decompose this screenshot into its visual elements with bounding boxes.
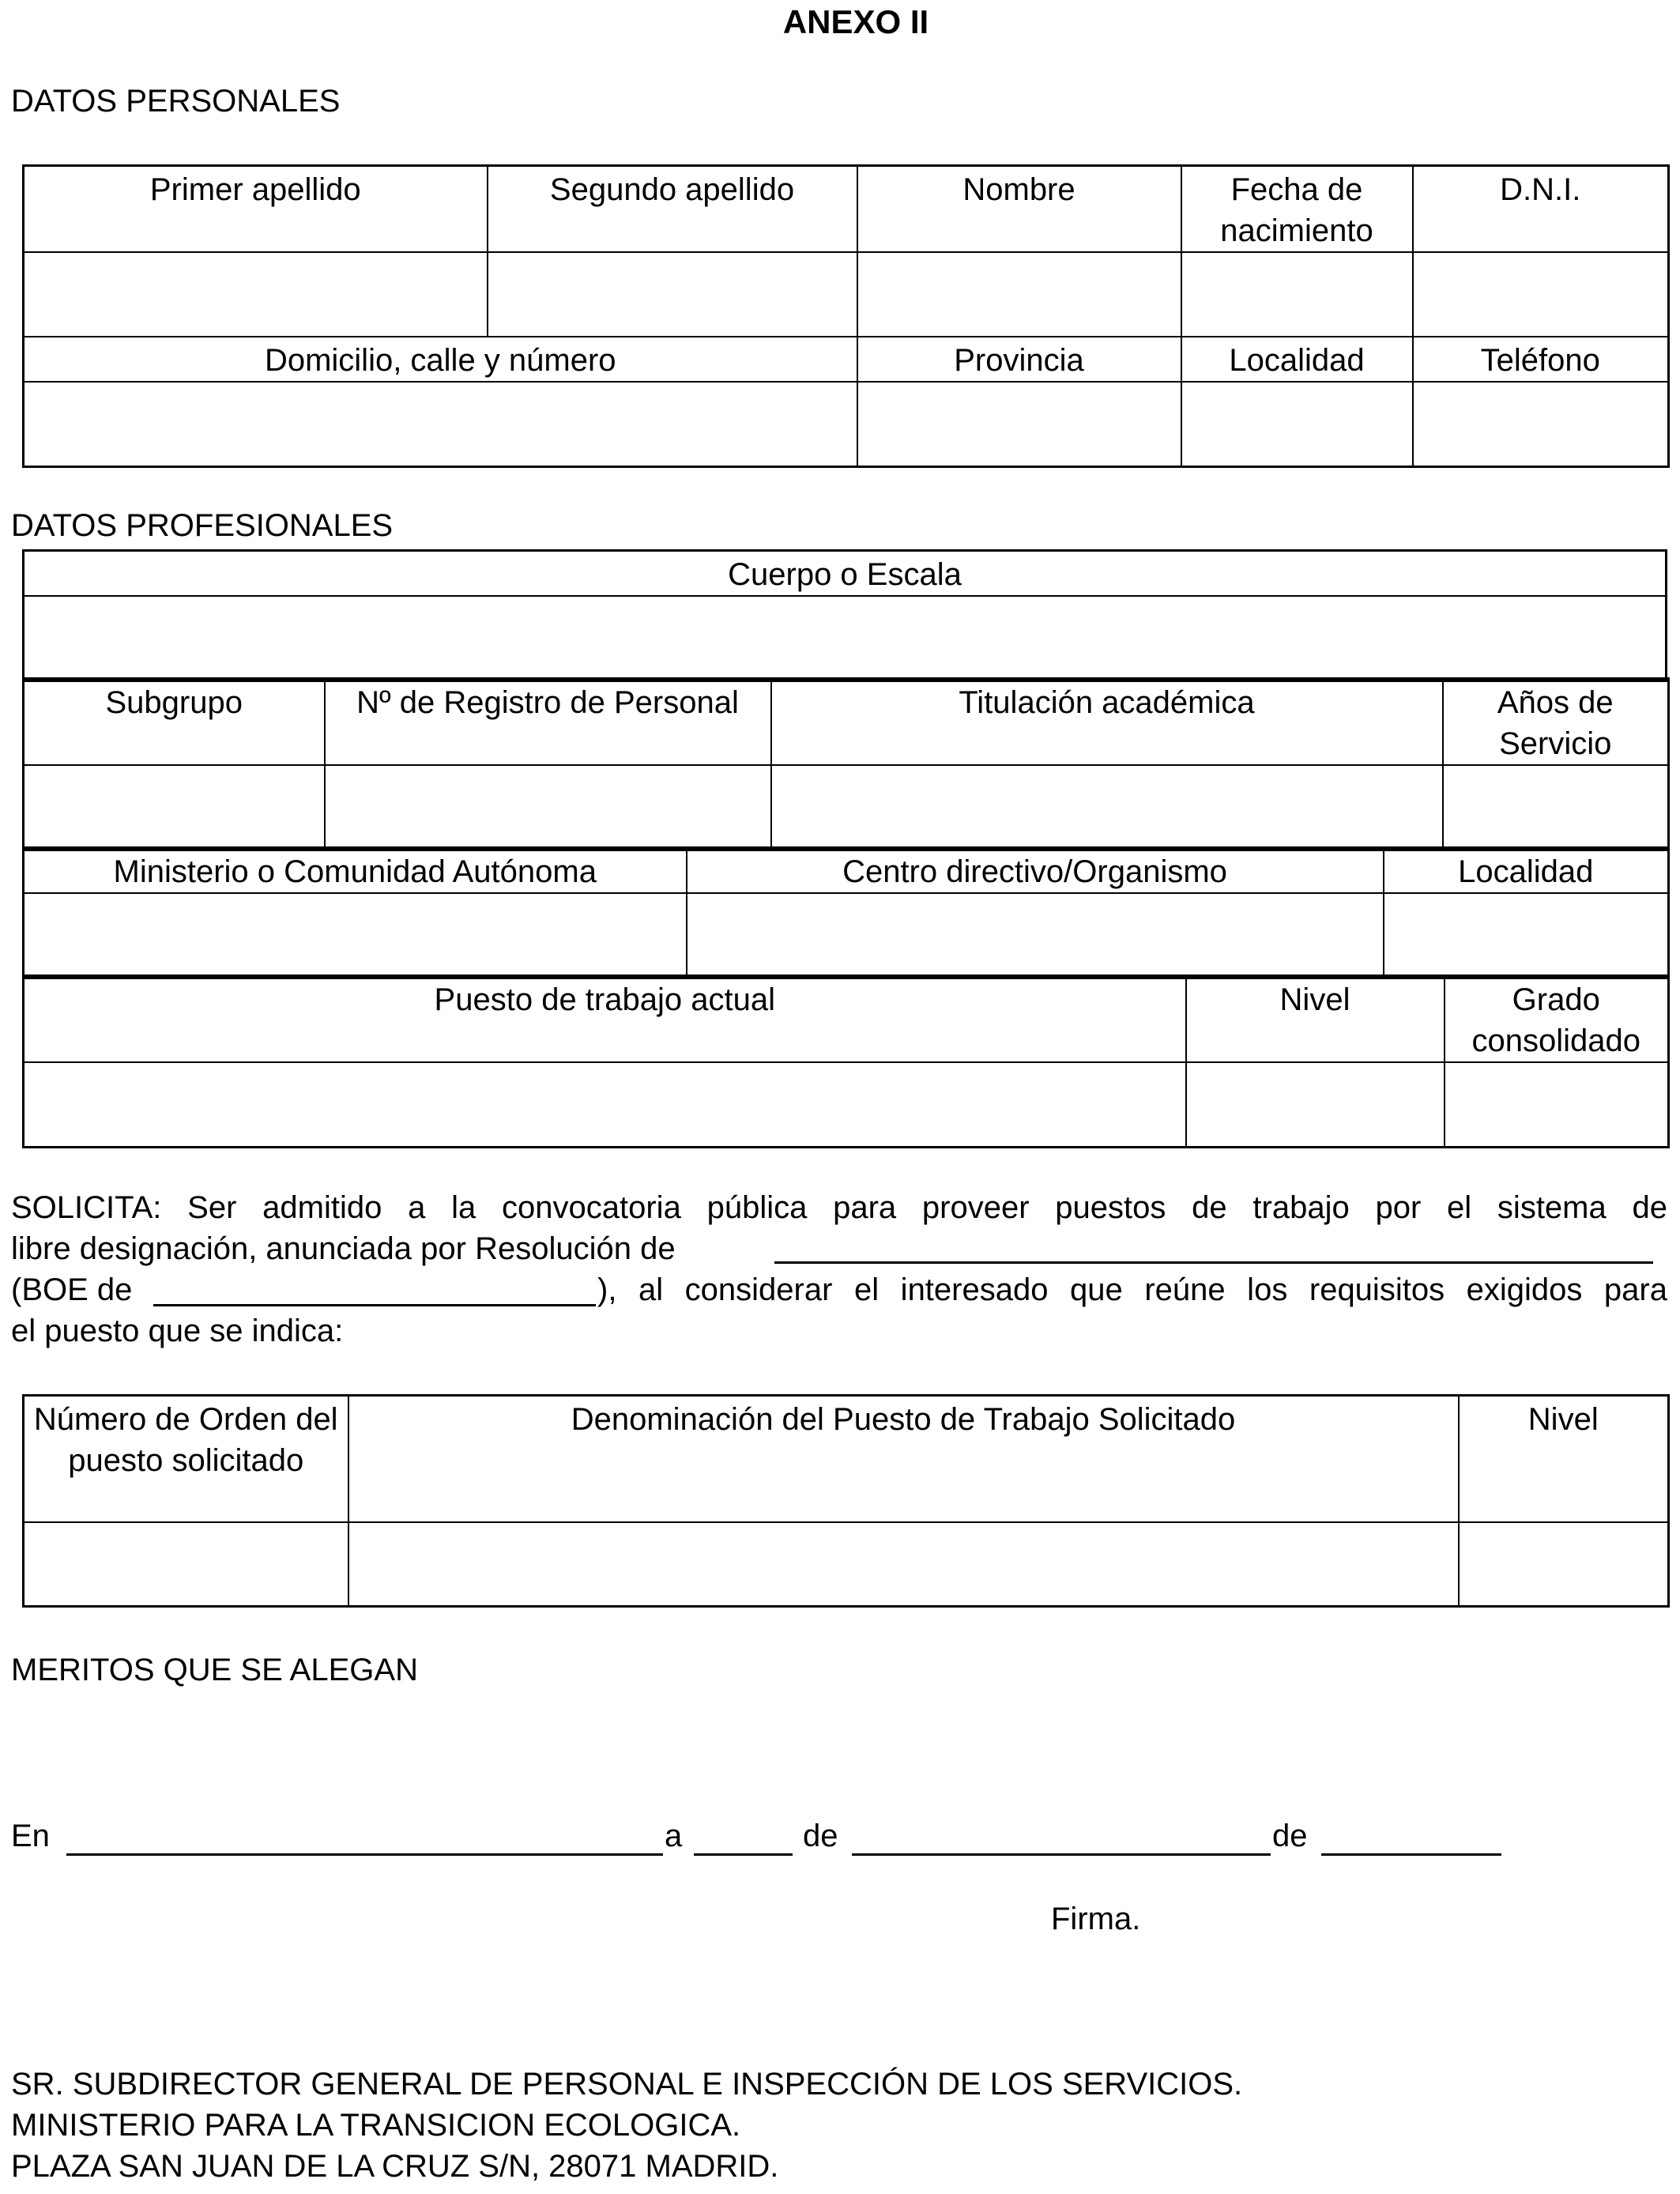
header-titulacion: Titulación académica <box>771 679 1443 766</box>
header-numero-orden: Número de Orden del puesto solicitado <box>24 1396 348 1522</box>
solicita-line-2: libre designación, anunciada por Resolución de <box>11 1231 676 1266</box>
boe-blank[interactable] <box>153 1304 596 1306</box>
field-nivel-solicitado[interactable] <box>1459 1522 1669 1607</box>
destinatario-line-1: SR. SUBDIRECTOR GENERAL DE PERSONAL E INSPECCIÓN DE LOS SERVICIOS. <box>11 2067 1243 2102</box>
professional-subgrupo-table <box>22 677 1670 851</box>
header-telefono: Teléfono <box>1413 337 1669 382</box>
field-nombre[interactable] <box>857 252 1181 337</box>
solicita-line-4: el puesto que se indica: <box>11 1314 344 1348</box>
header-localidad: Localidad <box>1181 337 1413 382</box>
field-anos-servicio[interactable] <box>1443 765 1669 850</box>
ano-blank[interactable] <box>1321 1853 1501 1856</box>
destinatario-line-3: PLAZA SAN JUAN DE LA CRUZ S/N, 28071 MADRID. <box>11 2149 779 2184</box>
professional-puesto-table <box>22 974 1670 1148</box>
field-numero-orden[interactable] <box>24 1522 348 1607</box>
solicita-line-1: SOLICITA: Ser admitido a la convocatoria pública para proveer puestos de trabajo por el sistema de <box>11 1190 1667 1225</box>
personal-data-table <box>22 164 1670 468</box>
puesto-solicitado-table <box>22 1394 1670 1608</box>
field-primer-apellido[interactable] <box>24 252 488 337</box>
field-fecha-nacimiento[interactable] <box>1181 252 1413 337</box>
header-primer-apellido: Primer apellido <box>24 166 488 253</box>
field-puesto-actual[interactable] <box>24 1062 1186 1147</box>
header-anos-servicio: Años de Servicio <box>1443 679 1669 766</box>
field-segundo-apellido[interactable] <box>488 252 857 337</box>
field-subgrupo[interactable] <box>24 765 325 850</box>
field-denominacion[interactable] <box>348 1522 1459 1607</box>
header-puesto-actual: Puesto de trabajo actual <box>24 976 1186 1063</box>
header-centro-directivo: Centro directivo/Organismo <box>687 848 1384 894</box>
lugar-blank[interactable] <box>66 1853 663 1856</box>
field-grado-consolidado[interactable] <box>1445 1062 1669 1147</box>
field-cuerpo-escala[interactable] <box>24 596 1667 680</box>
header-nivel: Nivel <box>1186 976 1445 1063</box>
firma-label: Firma. <box>1051 1902 1141 1936</box>
header-ministerio: Ministerio o Comunidad Autónoma <box>24 848 687 894</box>
solicita-line-3a: (BOE de <box>11 1272 133 1307</box>
section-datos-profesionales: DATOS PROFESIONALES <box>11 508 394 543</box>
header-cuerpo-escala: Cuerpo o Escala <box>24 551 1667 597</box>
professional-ministerio-table <box>22 846 1670 979</box>
field-titulacion[interactable] <box>771 765 1443 850</box>
dia-blank[interactable] <box>694 1853 793 1856</box>
section-meritos: MERITOS QUE SE ALEGAN <box>11 1653 418 1687</box>
professional-cuerpo-table <box>22 549 1667 682</box>
page-title: ANEXO II <box>782 3 929 40</box>
header-localidad-profesional: Localidad <box>1384 848 1669 894</box>
solicita-line-3b: ), al considerar el interesado que reúne los requisitos exigidos para <box>597 1272 1667 1307</box>
header-domicilio: Domicilio, calle y número <box>24 337 857 382</box>
header-provincia: Provincia <box>857 337 1181 382</box>
field-domicilio[interactable] <box>24 382 857 466</box>
fecha-en-label: En <box>11 1819 50 1853</box>
destinatario-line-2: MINISTERIO PARA LA TRANSICION ECOLOGICA. <box>11 2108 741 2143</box>
header-subgrupo: Subgrupo <box>24 679 325 766</box>
header-grado-consolidado: Grado consolidado <box>1445 976 1669 1063</box>
field-localidad-profesional[interactable] <box>1384 893 1669 978</box>
field-nivel[interactable] <box>1186 1062 1445 1147</box>
field-localidad[interactable] <box>1181 382 1413 466</box>
mes-blank[interactable] <box>852 1853 1271 1856</box>
section-datos-personales: DATOS PERSONALES <box>11 84 341 119</box>
header-segundo-apellido: Segundo apellido <box>488 166 857 253</box>
field-centro-directivo[interactable] <box>687 893 1384 978</box>
fecha-a-label: a <box>665 1819 683 1853</box>
header-dni: D.N.I. <box>1413 166 1669 253</box>
signature-area[interactable] <box>869 1944 1343 2039</box>
fecha-de-label-2: de <box>1272 1819 1308 1853</box>
field-ministerio[interactable] <box>24 893 687 978</box>
resolucion-blank[interactable] <box>774 1261 1653 1264</box>
header-nivel-solicitado: Nivel <box>1459 1396 1669 1522</box>
field-provincia[interactable] <box>857 382 1181 466</box>
header-fecha-nacimiento: Fecha de nacimiento <box>1181 166 1413 253</box>
field-registro-personal[interactable] <box>325 765 771 850</box>
field-dni[interactable] <box>1413 252 1669 337</box>
header-denominacion: Denominación del Puesto de Trabajo Solicitado <box>348 1396 1459 1522</box>
header-registro-personal: Nº de Registro de Personal <box>325 679 771 766</box>
header-nombre: Nombre <box>857 166 1181 253</box>
fecha-de-label-1: de <box>803 1819 838 1853</box>
field-telefono[interactable] <box>1413 382 1669 466</box>
